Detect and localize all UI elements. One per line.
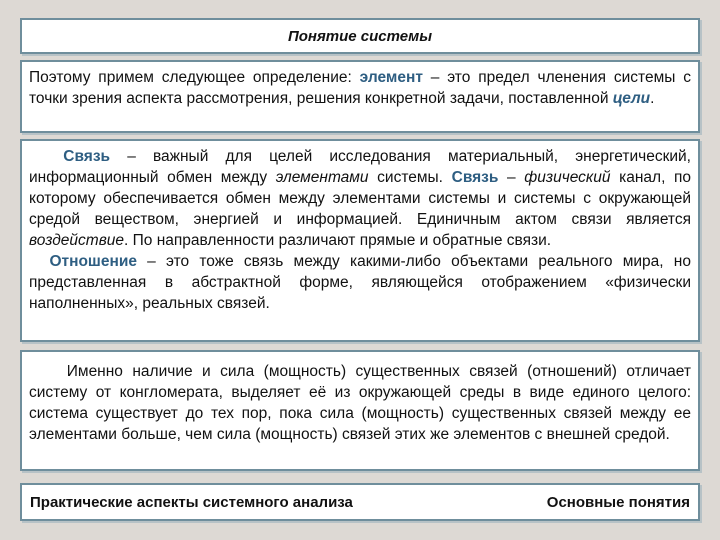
definition-link-text (22, 146, 698, 251)
italic-elements: элементами (275, 169, 369, 186)
definition-relation-text (22, 251, 698, 314)
text-segment: системы. (368, 169, 452, 186)
system-conclusion-box (20, 350, 700, 471)
term-link: Связь (63, 148, 111, 165)
term-relation: Отношение (49, 253, 137, 270)
definition-element-text (22, 67, 698, 109)
text-segment: канал, по которому обеспечивается обмен между элементами системы и системы с окружающей средой веществом, энергией и информацией. Единичным актом связи является (29, 169, 692, 228)
text-segment: Поэтому примем следующее определение: (29, 69, 360, 86)
indent (29, 148, 63, 165)
text-segment: – это тоже связь между какими-либо объектами реального мира, но представленная в абстрактной форме, являющейся отображением «физически наполненных», реальных связей. (29, 253, 691, 312)
footer-course-title: Практические аспекты системного анализа (30, 493, 353, 511)
indent (29, 253, 49, 270)
definition-element-box (20, 60, 700, 133)
definition-link-box (20, 139, 700, 342)
italic-impact: воздействие (29, 232, 125, 249)
text-segment: . По направленности различают прямые и обратные связи. (124, 232, 552, 249)
italic-physical: физический (524, 169, 611, 186)
slide-title-box (20, 18, 700, 54)
system-conclusion-text: Именно наличие и сила (мощность) существенных связей (отношений) отличает систему от конгломерата, выделяет её из окружающей среды в виде единого целого: система существует до тех пор, пока сила (мощность) существенных связей между ее элементами больше, чем сила (мощность) связей этих же элементов с внешней средой. (29, 363, 691, 443)
slide-title: Понятие системы (287, 27, 433, 45)
footer-section-title: Основные понятия (546, 493, 690, 511)
text-segment: – это предел членения системы с точки зрения аспекта рассмотрения, решения конкретной задачи, поставленной (29, 69, 691, 107)
slide-footer (20, 483, 700, 521)
text-segment: . (650, 90, 655, 107)
text-segment: – (498, 169, 525, 186)
term-element: элемент (359, 69, 423, 86)
term-link-2: Связь (451, 169, 499, 186)
term-goal: цели (612, 90, 651, 107)
text-segment: – важный для целей исследования материальный, энергетический, информационный обмен между (29, 148, 691, 186)
